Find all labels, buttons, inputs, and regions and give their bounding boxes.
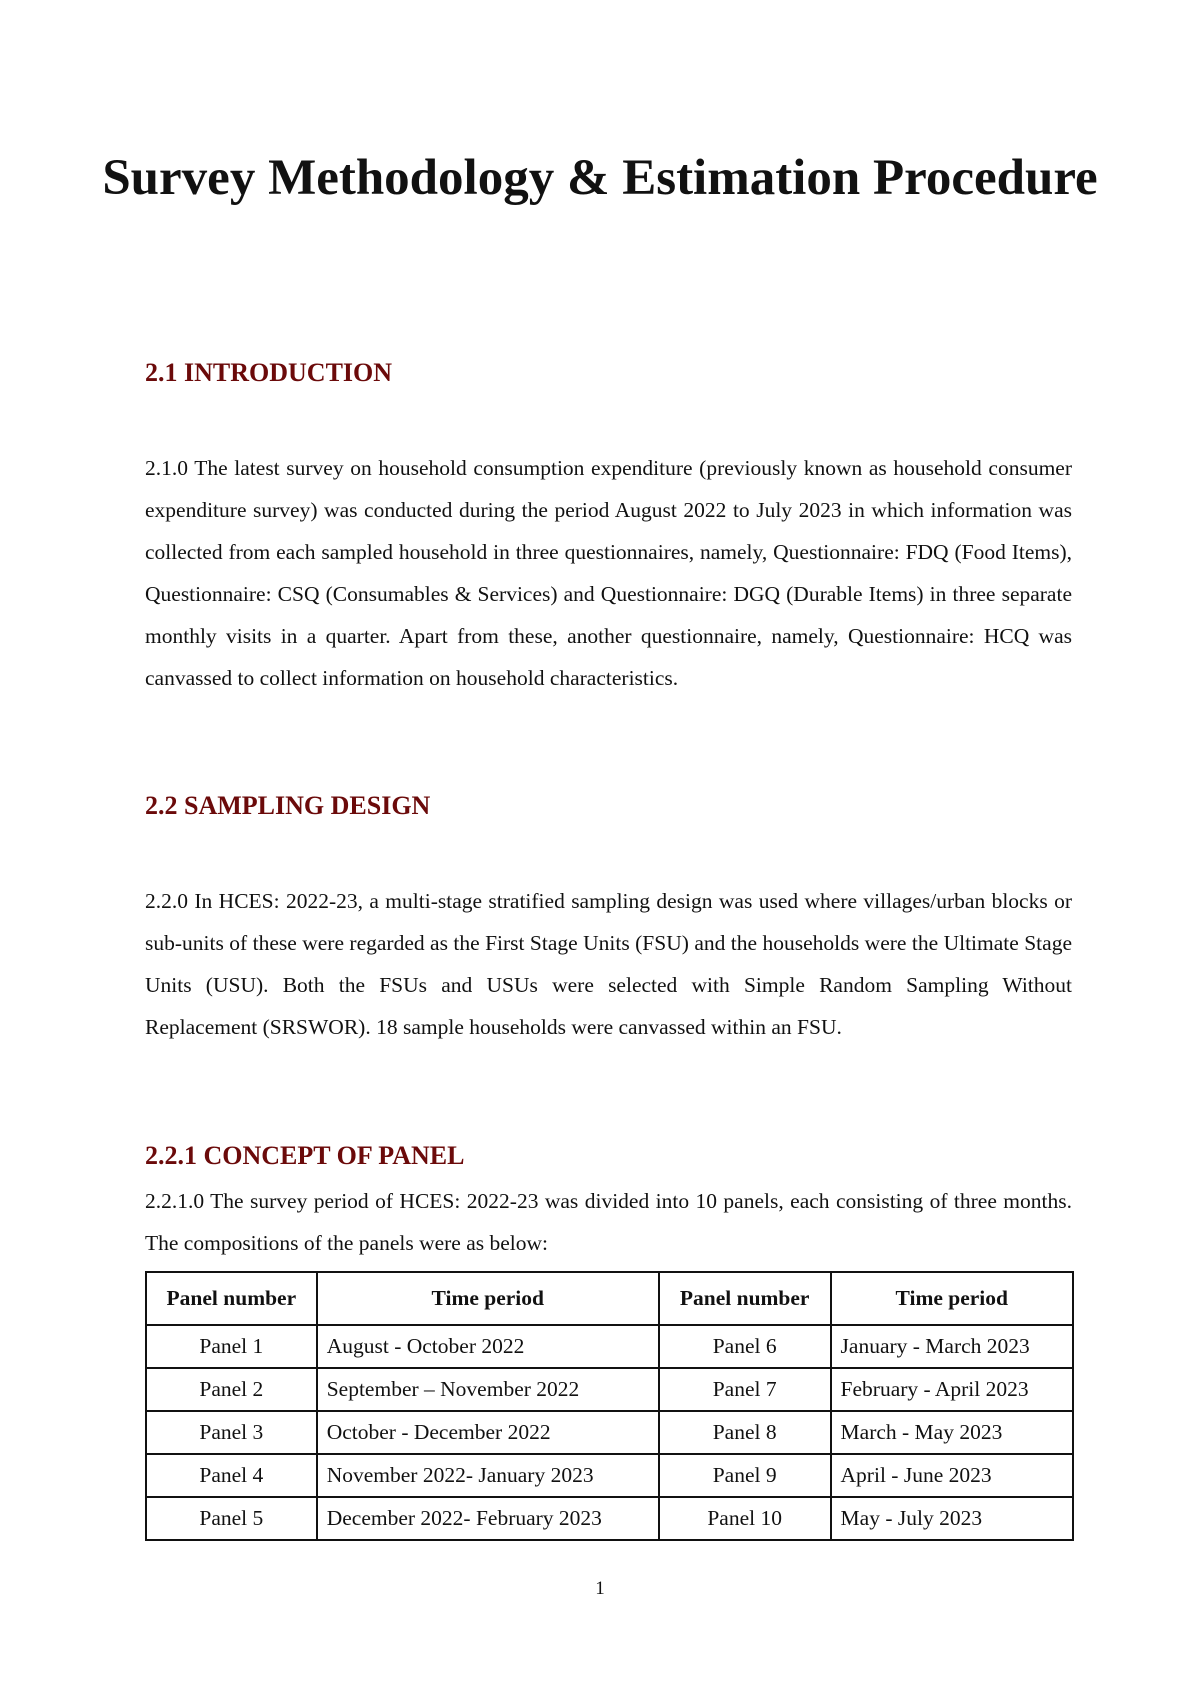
cell-time-period: August - October 2022 — [317, 1325, 659, 1368]
cell-panel-number: Panel 7 — [659, 1368, 831, 1411]
cell-panel-number: Panel 1 — [146, 1325, 317, 1368]
cell-panel-number: Panel 6 — [659, 1325, 831, 1368]
header-time-period: Time period — [831, 1272, 1073, 1325]
section-heading-sampling-design: 2.2 SAMPLING DESIGN — [145, 791, 431, 820]
header-panel-number: Panel number — [146, 1272, 317, 1325]
paragraph-sampling-design: 2.2.0 In HCES: 2022-23, a multi-stage stratified sampling design was used where villages/urban blocks or sub-units of these were regarded as the First Stage Units (FSU) and the households were the Ultimate Stage Units (USU). Both the FSUs and USUs were selected with Simple Random Sampling Without Replacement (SRSWOR). 18 sample households were canvassed within an FSU. — [145, 889, 1072, 1039]
cell-panel-number: Panel 9 — [659, 1454, 831, 1497]
table-row — [146, 1411, 1073, 1454]
cell-time-period: January - March 2023 — [831, 1325, 1073, 1368]
cell-time-period: February - April 2023 — [831, 1368, 1073, 1411]
cell-panel-number: Panel 8 — [659, 1411, 831, 1454]
table-row — [146, 1368, 1073, 1411]
cell-panel-number: Panel 4 — [146, 1454, 317, 1497]
page-number: 1 — [595, 1578, 605, 1599]
table-header-row — [146, 1272, 1073, 1325]
page-title: Survey Methodology & Estimation Procedure — [102, 150, 1098, 206]
cell-time-period: September – November 2022 — [317, 1368, 659, 1411]
section-heading-concept-of-panel: 2.2.1 CONCEPT OF PANEL — [145, 1141, 465, 1170]
cell-panel-number: Panel 5 — [146, 1497, 317, 1540]
table-row — [146, 1497, 1073, 1540]
cell-time-period: November 2022- January 2023 — [317, 1454, 659, 1497]
cell-time-period: March - May 2023 — [831, 1411, 1073, 1454]
cell-panel-number: Panel 10 — [659, 1497, 831, 1540]
header-time-period: Time period — [317, 1272, 659, 1325]
table-row — [146, 1454, 1073, 1497]
cell-panel-number: Panel 3 — [146, 1411, 317, 1454]
section-heading-introduction: 2.1 INTRODUCTION — [145, 358, 393, 387]
panel-table — [145, 1271, 1074, 1541]
cell-time-period: May - July 2023 — [831, 1497, 1073, 1540]
cell-time-period: October - December 2022 — [317, 1411, 659, 1454]
paragraph-concept-of-panel: 2.2.1.0 The survey period of HCES: 2022-23 was divided into 10 panels, each consisting of three months. The compositions of the panels were as below: — [145, 1189, 1072, 1255]
header-panel-number: Panel number — [659, 1272, 831, 1325]
cell-time-period: December 2022- February 2023 — [317, 1497, 659, 1540]
cell-time-period: April - June 2023 — [831, 1454, 1073, 1497]
paragraph-introduction: 2.1.0 The latest survey on household consumption expenditure (previously known as household consumer expenditure survey) was conducted during the period August 2022 to July 2023 in which information was collected from each sampled household in three questionnaires, namely, Questionnaire: FDQ (Food Items), Questionnaire: CSQ (Consumables & Services) and Questionnaire: DGQ (Durable Items) in three separate monthly visits in a quarter. Apart from these, another questionnaire, namely, Questionnaire: HCQ was canvassed to collect information on household characteristics. — [145, 456, 1072, 690]
table-row — [146, 1325, 1073, 1368]
cell-panel-number: Panel 2 — [146, 1368, 317, 1411]
